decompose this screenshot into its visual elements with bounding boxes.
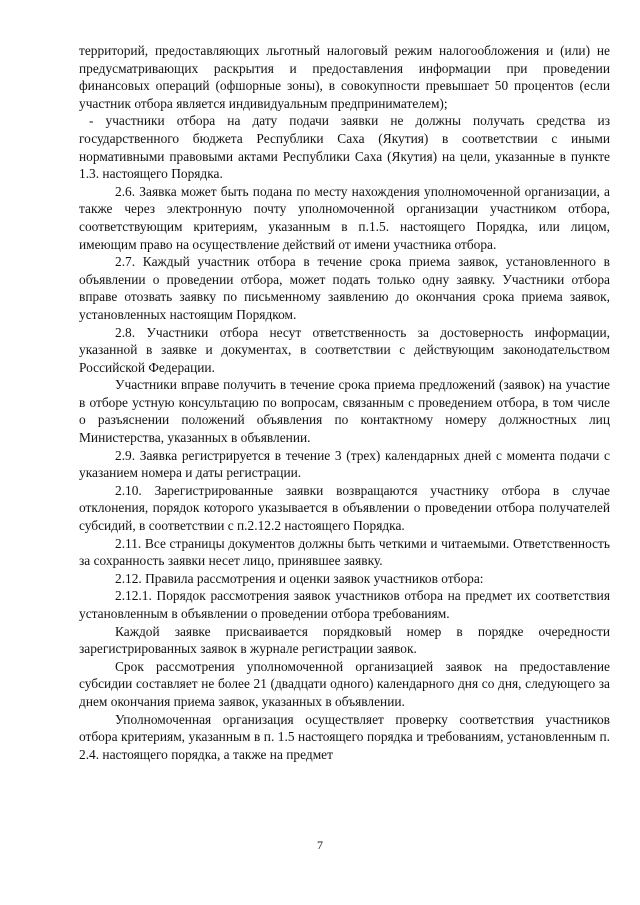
paragraph-2-8: 2.8. Участники отбора несут ответственность за достоверность информации, указанной в заявке и документах, в соответствии с действующим законодательством Российской Федерации. xyxy=(79,324,610,375)
paragraph-2-7: 2.7. Каждый участник отбора в течение срока приема заявок, установленного в объявлении о проведении отбора, может подать только одну заявку. Участники отбора вправе отозвать заявку по письменному заявлению до окончания срока приема заявок, установленных настоящим Порядком. xyxy=(79,254,610,322)
page-number: 7 xyxy=(317,838,323,852)
paragraph-2-6: 2.6. Заявка может быть подана по месту нахождения уполномоченной организации, а также через электронную почту уполномоченной организации участником отбора, соответствующим критериям, указанным в п.1.5. настоящего Порядка, или лицом, имеющим право на осуществление действий от имени участника отбора. xyxy=(79,183,610,252)
paragraph-verification: Уполномоченная организация осуществляет проверку соответствия участников отбора критериям, указанным в п. 1.5 настоящего порядка и требованиям, установленным п. 2.4. настоящего порядка, а также на предмет xyxy=(79,711,610,762)
paragraph-2-11: 2.11. Все страницы документов должны быть четкими и читаемыми. Ответственность за сохранность заявки несет лицо, принявшее заявку. xyxy=(79,535,610,569)
paragraph-0: территорий, предоставляющих льготный налоговый режим налогообложения и (или) не предусматривающих раскрытия и предоставления информации при проведении финансовых операций (офшорные зоны), в совокупности превышает 50 процентов (если участник отбора является индивидуальным предпринимателем); xyxy=(79,43,610,111)
paragraph-1: - участники отбора на дату подачи заявки не должны получать средства из государственного бюджета Республики Саха (Якутия) в соответствии с иными нормативными правовыми актами Республики Саха (Якутия) на цели, указанные в пункте 1.3. настоящего Порядка. xyxy=(79,113,610,182)
paragraph-review-period: Срок рассмотрения уполномоченной организацией заявок на предоставление субсидии составляет не более 21 (двадцати одного) календарного дня со дня, следующего за днем окончания приема заявок, указанных в объявлении. xyxy=(79,658,610,709)
paragraph-2-12: 2.12. Правила рассмотрения и оценки заявок участников отбора: xyxy=(115,570,484,586)
paragraph-consultation: Участники вправе получить в течение срока приема предложений (заявок) на участие в отборе устную консультацию по вопросам, связанным с проведением отбора, в том числе о разъяснении положений объявления по контактному номеру должностных лиц Министерства, указанных в объявлении. xyxy=(79,377,610,446)
paragraph-2-9: 2.9. Заявка регистрируется в течение 3 (трех) календарных дней с момента подачи с указанием номера и даты регистрации. xyxy=(79,447,610,481)
paragraph-2-10: 2.10. Зарегистрированные заявки возвращаются участнику отбора в случае отклонения, порядок которого указывается в объявлении о проведении отбора получателей субсидий, в соответствии с п.2.12.2 настоящего Порядка. xyxy=(79,482,610,534)
paragraph-numbering: Каждой заявке присваивается порядковый номер в порядке очередности зарегистрированных заявок в журнале регистрации заявок. xyxy=(79,623,610,657)
paragraph-2-12-1: 2.12.1. Порядок рассмотрения заявок участников отбора на предмет их соответствия установленным в объявлении о проведении отбора требованиям. xyxy=(79,588,610,621)
document-body xyxy=(79,42,610,763)
